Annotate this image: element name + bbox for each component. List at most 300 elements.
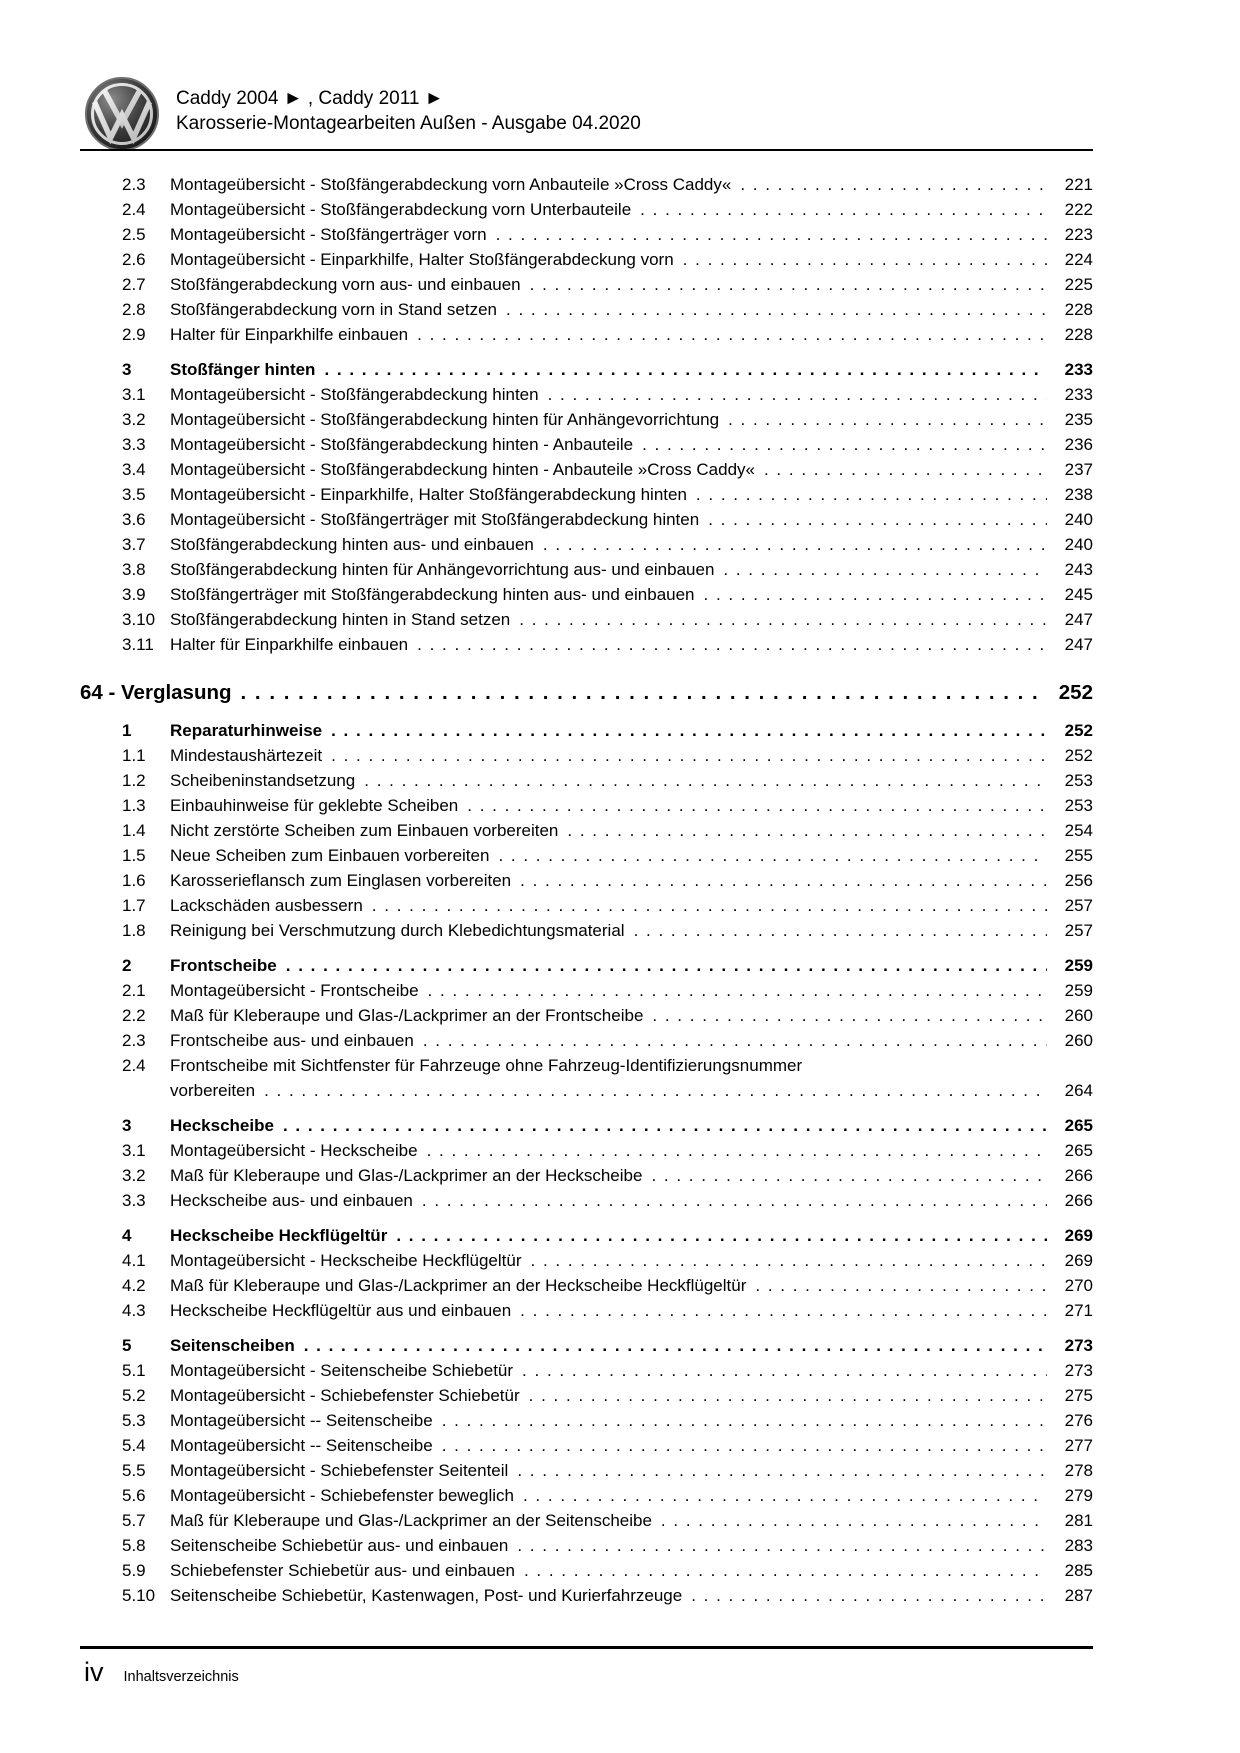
toc-row <box>80 407 1093 432</box>
dot-leader <box>520 1383 1047 1408</box>
toc-page-number: 253 <box>1064 771 1093 790</box>
toc-row-body <box>170 357 1093 382</box>
toc-row <box>80 1188 1093 1213</box>
dot-leader <box>511 868 1047 893</box>
toc-number: 3.4 <box>122 460 146 479</box>
toc-number: 5.9 <box>122 1561 146 1580</box>
toc-row <box>80 357 1093 382</box>
toc-line <box>170 793 1093 818</box>
toc-row-body <box>170 457 1093 482</box>
toc-title: 64 - Verglasung <box>80 681 232 704</box>
toc-row <box>80 843 1093 868</box>
dot-leader <box>631 197 1047 222</box>
toc-number: 3 <box>122 1116 132 1135</box>
toc-title: Montageübersicht - Stoßfängerabdeckung hinten für Anhängevorrichtung <box>170 410 720 429</box>
toc-line <box>170 1333 1093 1358</box>
dot-leader <box>719 407 1047 432</box>
toc-line <box>170 557 1093 582</box>
toc-line <box>170 1223 1093 1248</box>
toc-title: Stoßfänger hinten <box>170 360 316 379</box>
toc-page-number: 259 <box>1064 956 1093 975</box>
toc-row-body <box>80 678 1093 708</box>
toc-page-number: 252 <box>1064 721 1093 740</box>
dot-leader <box>511 1298 1047 1323</box>
toc-page-number: 265 <box>1064 1116 1093 1135</box>
toc-title: Frontscheibe <box>170 956 277 975</box>
toc-row-body <box>170 382 1093 407</box>
toc-title: Montageübersicht - Schiebefenster Schiebetür <box>170 1386 520 1405</box>
toc-line <box>170 457 1093 482</box>
toc-number: 3.8 <box>122 560 146 579</box>
toc-row-body <box>170 1273 1093 1298</box>
toc-row <box>80 507 1093 532</box>
dot-leader <box>363 893 1047 918</box>
toc-title: Stoßfängerabdeckung vorn in Stand setzen <box>170 300 497 319</box>
dot-leader <box>419 978 1047 1003</box>
toc-title: Mindestaushärtezeit <box>170 746 323 765</box>
dot-leader <box>414 1028 1047 1053</box>
toc-row <box>80 978 1093 1003</box>
toc-line <box>170 1028 1093 1053</box>
toc-number: 2.3 <box>122 1031 146 1050</box>
toc-row <box>80 382 1093 407</box>
toc-title: Montageübersicht - Schiebefenster Seitenteil <box>170 1461 509 1480</box>
footer-section-label: Inhaltsverzeichnis <box>123 1669 239 1685</box>
toc-row-body <box>170 1508 1093 1533</box>
toc-page-number: 233 <box>1064 385 1093 404</box>
toc-row <box>80 1273 1093 1298</box>
dot-leader <box>514 1483 1047 1508</box>
dot-leader <box>413 1188 1047 1213</box>
toc-row <box>80 432 1093 457</box>
toc-title: Maß für Kleberaupe und Glas-/Lackprimer an der Seitenscheibe <box>170 1511 652 1530</box>
toc-number: 1.6 <box>122 871 146 890</box>
toc-row <box>80 1053 1093 1103</box>
toc-row-body <box>170 1358 1093 1383</box>
toc-page-number: 279 <box>1064 1486 1093 1505</box>
toc-title: Nicht zerstörte Scheiben zum Einbauen vorbereiten <box>170 821 559 840</box>
toc-line <box>170 407 1093 432</box>
toc-page-number: 228 <box>1064 325 1093 344</box>
header-divider <box>80 149 1093 151</box>
toc-page-number: 259 <box>1064 981 1093 1000</box>
dot-leader <box>418 1138 1047 1163</box>
toc-page-number: 256 <box>1064 871 1093 890</box>
toc-line <box>170 1113 1093 1138</box>
toc-title: Scheibeninstandsetzung <box>170 771 356 790</box>
toc-line <box>170 222 1093 247</box>
toc-row <box>80 818 1093 843</box>
toc-number: 1.1 <box>122 746 146 765</box>
toc-row <box>80 247 1093 272</box>
toc-line <box>170 1078 1093 1103</box>
dot-leader <box>408 322 1047 347</box>
toc-title: Einbauhinweise für geklebte Scheiben <box>170 796 459 815</box>
toc-line <box>170 532 1093 557</box>
toc-page-number: 253 <box>1064 796 1093 815</box>
toc-line <box>170 868 1093 893</box>
toc-number: 5.5 <box>122 1461 146 1480</box>
toc-page-number: 273 <box>1064 1361 1093 1380</box>
toc-row <box>80 1003 1093 1028</box>
toc-row-body <box>170 432 1093 457</box>
header-model-line: Caddy 2004 ► , Caddy 2011 ► <box>176 88 444 109</box>
toc-row-body <box>170 482 1093 507</box>
toc-number: 3 <box>122 360 132 379</box>
toc-title: Neue Scheiben zum Einbauen vorbereiten <box>170 846 490 865</box>
toc-row-body <box>170 868 1093 893</box>
toc-page-number: 264 <box>1064 1081 1093 1100</box>
toc-number: 3.1 <box>122 385 146 404</box>
toc-row <box>80 1223 1093 1248</box>
toc-page-number: 225 <box>1064 275 1093 294</box>
toc-number: 3.9 <box>122 585 146 604</box>
toc-line <box>170 172 1093 197</box>
toc-page-number: 243 <box>1064 560 1093 579</box>
toc-title: Reinigung bei Verschmutzung durch Klebedichtungsmaterial <box>170 921 625 940</box>
toc-number: 5.8 <box>122 1536 146 1555</box>
toc-row <box>80 1508 1093 1533</box>
toc-row-body <box>170 197 1093 222</box>
toc-title: Heckscheibe <box>170 1116 274 1135</box>
toc-line <box>170 1358 1093 1383</box>
toc-row-body <box>170 1053 1093 1103</box>
toc-row-body <box>170 893 1093 918</box>
dot-leader <box>682 1583 1047 1608</box>
toc-row <box>80 1298 1093 1323</box>
toc-number: 5.7 <box>122 1511 146 1530</box>
toc-title: Maß für Kleberaupe und Glas-/Lackprimer an der Heckscheibe Heckflügeltür <box>170 1276 747 1295</box>
toc-number: 1.7 <box>122 896 146 915</box>
toc-page-number: 277 <box>1064 1436 1093 1455</box>
toc-number: 3.11 <box>122 635 154 654</box>
dot-leader <box>387 1223 1047 1248</box>
dot-leader <box>746 1273 1047 1298</box>
toc-page-number: 287 <box>1064 1586 1093 1605</box>
toc-row-body <box>170 818 1093 843</box>
toc-row-body <box>170 743 1093 768</box>
toc-page-number: 247 <box>1064 610 1093 629</box>
toc-title: Karosserieflansch zum Einglasen vorbereiten <box>170 871 512 890</box>
dot-leader <box>322 718 1047 743</box>
toc-number: 4.2 <box>122 1276 146 1295</box>
toc-row-body <box>170 953 1093 978</box>
toc-title: Montageübersicht - Heckscheibe Heckflügeltür <box>170 1251 522 1270</box>
toc-row <box>80 322 1093 347</box>
toc <box>80 172 1093 1608</box>
toc-title: Montageübersicht -- Seitenscheibe <box>170 1436 433 1455</box>
footer-divider <box>80 1646 1093 1649</box>
toc-page-number: 270 <box>1064 1276 1093 1295</box>
toc-row-body <box>170 1248 1093 1273</box>
toc-title: Montageübersicht - Einparkhilfe, Halter Stoßfängerabdeckung hinten <box>170 485 687 504</box>
toc-page-number: 247 <box>1064 635 1093 654</box>
toc-row <box>80 1558 1093 1583</box>
toc-row <box>80 557 1093 582</box>
toc-title: Stoßfängerabdeckung hinten aus- und einbauen <box>170 535 534 554</box>
dot-leader <box>521 272 1047 297</box>
dot-leader <box>408 632 1047 657</box>
toc-number: 2.4 <box>122 1056 146 1075</box>
dot-leader <box>458 793 1047 818</box>
toc-row <box>80 222 1093 247</box>
toc-title: Montageübersicht - Stoßfängerabdeckung vorn Anbauteile »Cross Caddy« <box>170 175 732 194</box>
toc-number: 2.7 <box>122 275 146 294</box>
toc-page-number: 238 <box>1064 485 1093 504</box>
toc-row-body <box>170 918 1093 943</box>
toc-row-body <box>170 632 1093 657</box>
toc-line <box>170 272 1093 297</box>
toc-number: 4.1 <box>122 1251 146 1270</box>
toc-page-number: 237 <box>1064 460 1093 479</box>
toc-page-number: 236 <box>1064 435 1093 454</box>
toc-row <box>80 918 1093 943</box>
toc-page-number: 221 <box>1064 175 1093 194</box>
toc-line <box>170 1053 1093 1078</box>
toc-row <box>80 1138 1093 1163</box>
toc-title: Montageübersicht - Stoßfängerträger vorn <box>170 225 487 244</box>
toc-row-body <box>170 557 1093 582</box>
toc-page-number: 278 <box>1064 1461 1093 1480</box>
toc-line <box>170 918 1093 943</box>
toc-row <box>80 1113 1093 1138</box>
toc-line <box>170 1458 1093 1483</box>
toc-row-body <box>170 322 1093 347</box>
toc-title: Frontscheibe mit Sichtfenster für Fahrzeuge ohne Fahrzeug-Identifizierungsnummer <box>170 1056 803 1075</box>
toc-number: 2.9 <box>122 325 146 344</box>
toc-row <box>80 1458 1093 1483</box>
toc-row-body <box>170 978 1093 1003</box>
toc-row <box>80 1533 1093 1558</box>
toc-row <box>80 678 1093 708</box>
toc-row <box>80 457 1093 482</box>
dot-leader <box>687 482 1047 507</box>
toc-number: 2.8 <box>122 300 146 319</box>
toc-row-body <box>170 1583 1093 1608</box>
dot-leader <box>643 1003 1047 1028</box>
toc-title: Montageübersicht - Stoßfängerabdeckung vorn Unterbauteile <box>170 200 632 219</box>
dot-leader <box>295 1333 1047 1358</box>
toc-number: 2.6 <box>122 250 146 269</box>
toc-row-body <box>170 1408 1093 1433</box>
toc-line <box>170 1433 1093 1458</box>
toc-number: 5.3 <box>122 1411 146 1430</box>
toc-row-body <box>170 1003 1093 1028</box>
toc-line <box>170 818 1093 843</box>
dot-leader <box>508 1533 1047 1558</box>
toc-line <box>170 1248 1093 1273</box>
toc-line <box>170 1533 1093 1558</box>
toc-row-body <box>170 1223 1093 1248</box>
toc-number: 3.7 <box>122 535 146 554</box>
toc-row-body <box>170 768 1093 793</box>
toc-line <box>170 718 1093 743</box>
toc-title: Stoßfängerabdeckung hinten für Anhängevorrichtung aus- und einbauen <box>170 560 715 579</box>
dot-leader <box>274 1113 1047 1138</box>
dot-leader <box>695 582 1047 607</box>
toc-row <box>80 297 1093 322</box>
toc-line <box>170 1508 1093 1533</box>
toc-number: 2 <box>122 956 132 975</box>
toc-number: 1.2 <box>122 771 146 790</box>
toc-row-body <box>170 1163 1093 1188</box>
toc-line <box>170 382 1093 407</box>
toc-row-body <box>170 1188 1093 1213</box>
toc-row-body <box>170 1113 1093 1138</box>
toc-row <box>80 743 1093 768</box>
toc-row-body <box>170 1533 1093 1558</box>
toc-number: 3.6 <box>122 510 146 529</box>
toc-title: Schiebefenster Schiebetür aus- und einbauen <box>170 1561 515 1580</box>
toc-row-body <box>170 718 1093 743</box>
toc-page-number: 254 <box>1064 821 1093 840</box>
dot-leader <box>699 507 1047 532</box>
toc-number: 4.3 <box>122 1301 146 1320</box>
dot-leader <box>513 1358 1047 1383</box>
toc-title: Maß für Kleberaupe und Glas-/Lackprimer an der Frontscheibe <box>170 1006 644 1025</box>
toc-line <box>170 247 1093 272</box>
dot-leader <box>433 1408 1047 1433</box>
toc-row <box>80 793 1093 818</box>
toc-row <box>80 953 1093 978</box>
toc-number: 3.2 <box>122 410 146 429</box>
toc-title: Halter für Einparkhilfe einbauen <box>170 325 409 344</box>
toc-number: 2.2 <box>122 1006 146 1025</box>
toc-row-body <box>170 1383 1093 1408</box>
toc-row <box>80 1483 1093 1508</box>
toc-line <box>170 357 1093 382</box>
toc-row-body <box>170 1458 1093 1483</box>
toc-number: 5.10 <box>122 1586 156 1605</box>
toc-title: Montageübersicht - Stoßfängerabdeckung hinten <box>170 385 539 404</box>
toc-title: Montageübersicht - Einparkhilfe, Halter Stoßfängerabdeckung vorn <box>170 250 674 269</box>
toc-page-number: 257 <box>1064 896 1093 915</box>
dot-leader <box>497 297 1047 322</box>
toc-page-number: 283 <box>1064 1536 1093 1555</box>
toc-row <box>80 893 1093 918</box>
toc-row <box>80 1358 1093 1383</box>
toc-page-number: 275 <box>1064 1386 1093 1405</box>
dot-leader <box>510 607 1047 632</box>
toc-line <box>170 632 1093 657</box>
toc-row-body <box>170 297 1093 322</box>
toc-page-number: 222 <box>1064 200 1093 219</box>
dot-leader <box>633 432 1047 457</box>
toc-line <box>170 322 1093 347</box>
toc-title: Stoßfängerabdeckung vorn aus- und einbauen <box>170 275 521 294</box>
toc-row-body <box>170 247 1093 272</box>
toc-title: Montageübersicht - Schiebefenster beweglich <box>170 1486 514 1505</box>
toc-number: 3.1 <box>122 1141 146 1160</box>
toc-line <box>170 1408 1093 1433</box>
toc-row <box>80 1583 1093 1608</box>
toc-title: Montageübersicht -- Seitenscheibe <box>170 1411 433 1430</box>
toc-title: Lackschäden ausbessern <box>170 896 363 915</box>
toc-line <box>170 1558 1093 1583</box>
dot-leader <box>277 953 1047 978</box>
page-header <box>80 74 1093 136</box>
toc-title: Montageübersicht - Stoßfängerträger mit Stoßfängerabdeckung hinten <box>170 510 700 529</box>
toc-row <box>80 718 1093 743</box>
toc-page-number: 285 <box>1064 1561 1093 1580</box>
toc-row <box>80 1248 1093 1273</box>
toc-page-number: 266 <box>1064 1191 1093 1210</box>
toc-page-number: 252 <box>1064 746 1093 765</box>
toc-title: Frontscheibe aus- und einbauen <box>170 1031 414 1050</box>
toc-page-number: 228 <box>1064 300 1093 319</box>
toc-number: 5 <box>122 1336 132 1355</box>
toc-page-number: 273 <box>1064 1336 1093 1355</box>
toc-number: 3.5 <box>122 485 146 504</box>
toc-title: Stoßfängerträger mit Stoßfängerabdeckung hinten aus- und einbauen <box>170 585 695 604</box>
toc-title: Seitenscheibe Schiebetür, Kastenwagen, Post- und Kurierfahrzeuge <box>170 1586 683 1605</box>
toc-row <box>80 1028 1093 1053</box>
dot-leader <box>322 743 1047 768</box>
toc-line <box>170 1163 1093 1188</box>
dot-leader <box>731 172 1047 197</box>
dot-leader <box>534 532 1047 557</box>
dot-leader <box>625 918 1047 943</box>
toc-row-body <box>170 172 1093 197</box>
toc-line <box>80 678 1093 708</box>
toc-number: 5.6 <box>122 1486 146 1505</box>
toc-line <box>170 297 1093 322</box>
toc-page-number: 269 <box>1064 1251 1093 1270</box>
toc-number: 3.10 <box>122 610 156 629</box>
toc-number: 2.5 <box>122 225 146 244</box>
toc-page-number: 223 <box>1064 225 1093 244</box>
dot-leader <box>487 222 1047 247</box>
toc-number: 3.3 <box>122 1191 146 1210</box>
toc-line <box>170 1383 1093 1408</box>
dot-leader <box>522 1248 1047 1273</box>
toc-row <box>80 607 1093 632</box>
dot-leader <box>433 1433 1047 1458</box>
toc-row-body <box>170 272 1093 297</box>
toc-number: 1.3 <box>122 796 146 815</box>
toc-page-number: 245 <box>1064 585 1093 604</box>
toc-line <box>170 1003 1093 1028</box>
toc-page-number: 255 <box>1064 846 1093 865</box>
dot-leader <box>652 1508 1047 1533</box>
toc-row <box>80 1408 1093 1433</box>
toc-row <box>80 582 1093 607</box>
toc-number: 5.4 <box>122 1436 146 1455</box>
toc-row <box>80 197 1093 222</box>
toc-page-number: 257 <box>1064 921 1093 940</box>
toc-line <box>170 1138 1093 1163</box>
dot-leader <box>355 768 1047 793</box>
toc-row-body <box>170 1138 1093 1163</box>
toc-line <box>170 607 1093 632</box>
toc-row-body <box>170 1028 1093 1053</box>
toc-title: Seitenscheiben <box>170 1336 295 1355</box>
toc-row-body <box>170 407 1093 432</box>
toc-page-number: 266 <box>1064 1166 1093 1185</box>
toc-row <box>80 768 1093 793</box>
toc-line <box>170 768 1093 793</box>
toc-row <box>80 868 1093 893</box>
toc-page-number: 235 <box>1064 410 1093 429</box>
vw-logo-icon <box>84 76 160 152</box>
toc-row-body <box>170 222 1093 247</box>
toc-line <box>170 1483 1093 1508</box>
dot-leader <box>315 357 1047 382</box>
toc-number: 5.1 <box>122 1361 146 1380</box>
toc-row <box>80 532 1093 557</box>
toc-page-number: 233 <box>1064 360 1093 379</box>
toc-row-body <box>170 607 1093 632</box>
